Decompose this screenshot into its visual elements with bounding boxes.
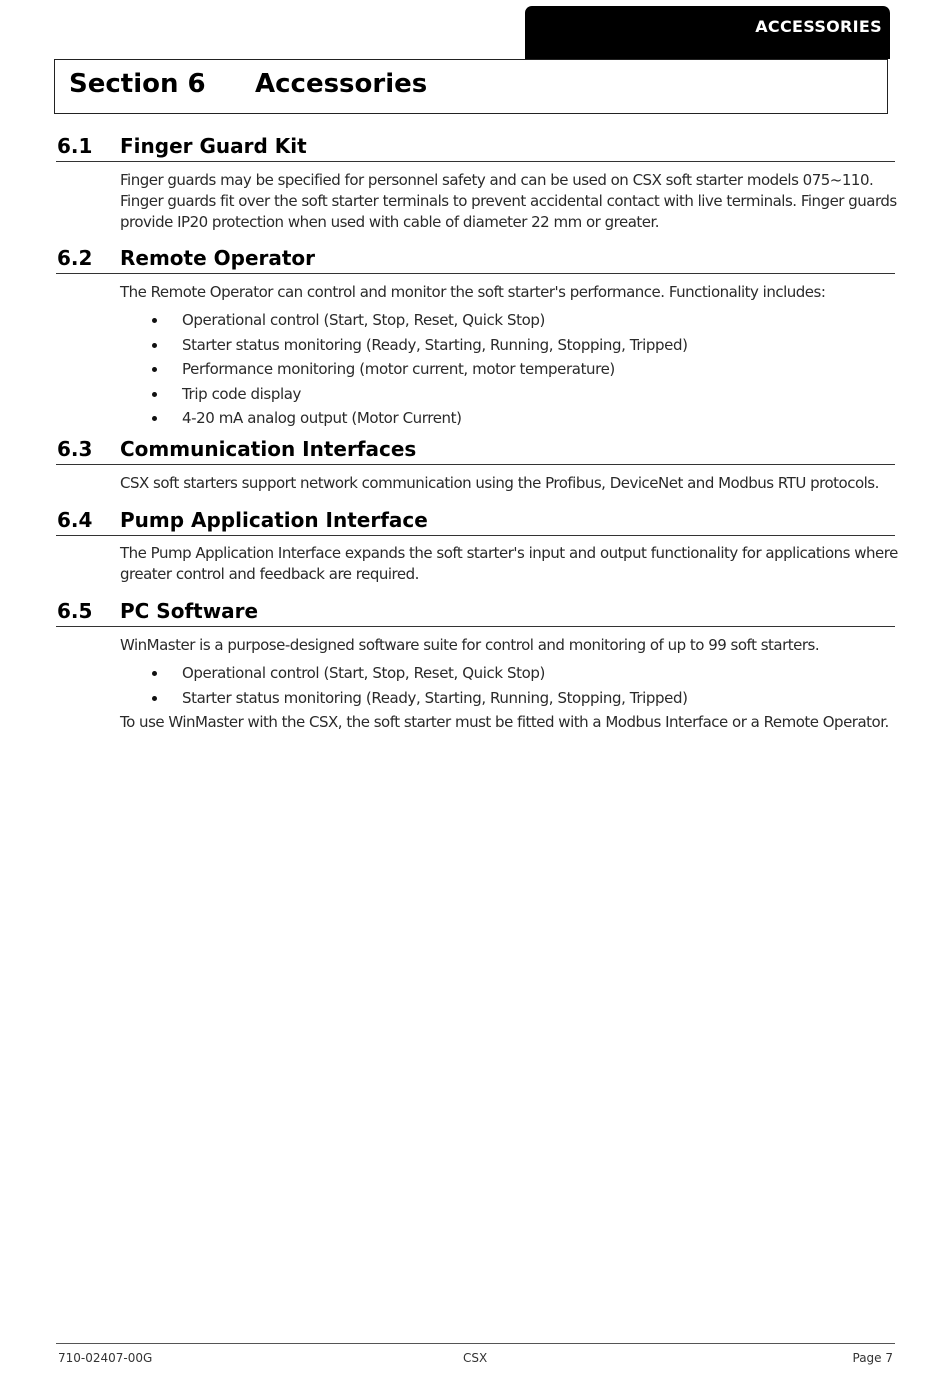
list-item: Starter status monitoring (Ready, Starting, Running, Stopping, Tripped) bbox=[120, 686, 880, 711]
remote-operator-bullet-list bbox=[120, 308, 880, 431]
list-item: Operational control (Start, Stop, Reset, Quick Stop) bbox=[120, 308, 880, 333]
footer-doc-number: 710-02407-00G bbox=[58, 1351, 153, 1365]
list-item: Operational control (Start, Stop, Reset, Quick Stop) bbox=[120, 661, 880, 686]
pump-interface-paragraph: The Pump Application Interface expands the soft starter's input and output functionality for applications where greater control and feedback are required. bbox=[120, 544, 898, 583]
section-title: Accessories bbox=[255, 69, 428, 99]
communication-paragraph: CSX soft starters support network communication using the Profibus, DeviceNet and Modbus RTU protocols. bbox=[120, 474, 879, 492]
subsection-title: Communication Interfaces bbox=[120, 437, 417, 461]
subsection-number: 6.3 bbox=[57, 437, 93, 461]
header-tab bbox=[525, 6, 890, 59]
list-item: Starter status monitoring (Ready, Starting, Running, Stopping, Tripped) bbox=[120, 333, 880, 358]
subsection-heading-6-1 bbox=[56, 132, 895, 162]
section-heading bbox=[54, 59, 888, 114]
subsection-heading-6-5 bbox=[56, 597, 895, 627]
subsection-heading-6-3 bbox=[56, 435, 895, 465]
subsection-title: Finger Guard Kit bbox=[120, 134, 307, 158]
subsection-title: PC Software bbox=[120, 599, 259, 623]
subsection-heading-6-2 bbox=[56, 244, 895, 274]
pc-software-paragraph: WinMaster is a purpose-designed software suite for control and monitoring of up to 99 soft starters. bbox=[120, 636, 820, 654]
subsection-number: 6.5 bbox=[57, 599, 93, 623]
footer-divider bbox=[56, 1343, 895, 1344]
subsection-heading-6-4 bbox=[56, 506, 895, 536]
subsection-number: 6.4 bbox=[57, 508, 93, 532]
subsection-number: 6.2 bbox=[57, 246, 93, 270]
finger-guard-paragraph: Finger guards may be specified for personnel safety and can be used on CSX soft starter models 075~110. Finger guards fit over the soft starter terminals to prevent accidental contact with live terminals. Finger guards provide IP20 protection when used with cable of diameter 22 mm or greater. bbox=[120, 171, 897, 231]
pc-software-bullet-list bbox=[120, 661, 880, 710]
list-item: 4-20 mA analog output (Motor Current) bbox=[120, 406, 880, 431]
remote-operator-paragraph: The Remote Operator can control and monitor the soft starter's performance. Functionality includes: bbox=[120, 283, 826, 301]
subsection-number: 6.1 bbox=[57, 134, 93, 158]
subsection-title: Pump Application Interface bbox=[120, 508, 428, 532]
header-tab-label: ACCESSORIES bbox=[755, 17, 882, 36]
footer-product: CSX bbox=[463, 1351, 488, 1365]
pc-software-closing-paragraph: To use WinMaster with the CSX, the soft starter must be fitted with a Modbus Interface or a Remote Operator. bbox=[120, 713, 889, 731]
section-number: Section 6 bbox=[69, 69, 206, 99]
subsection-title: Remote Operator bbox=[120, 246, 316, 270]
footer-page-number: Page 7 bbox=[852, 1351, 893, 1365]
list-item: Performance monitoring (motor current, motor temperature) bbox=[120, 357, 880, 382]
list-item: Trip code display bbox=[120, 382, 880, 407]
